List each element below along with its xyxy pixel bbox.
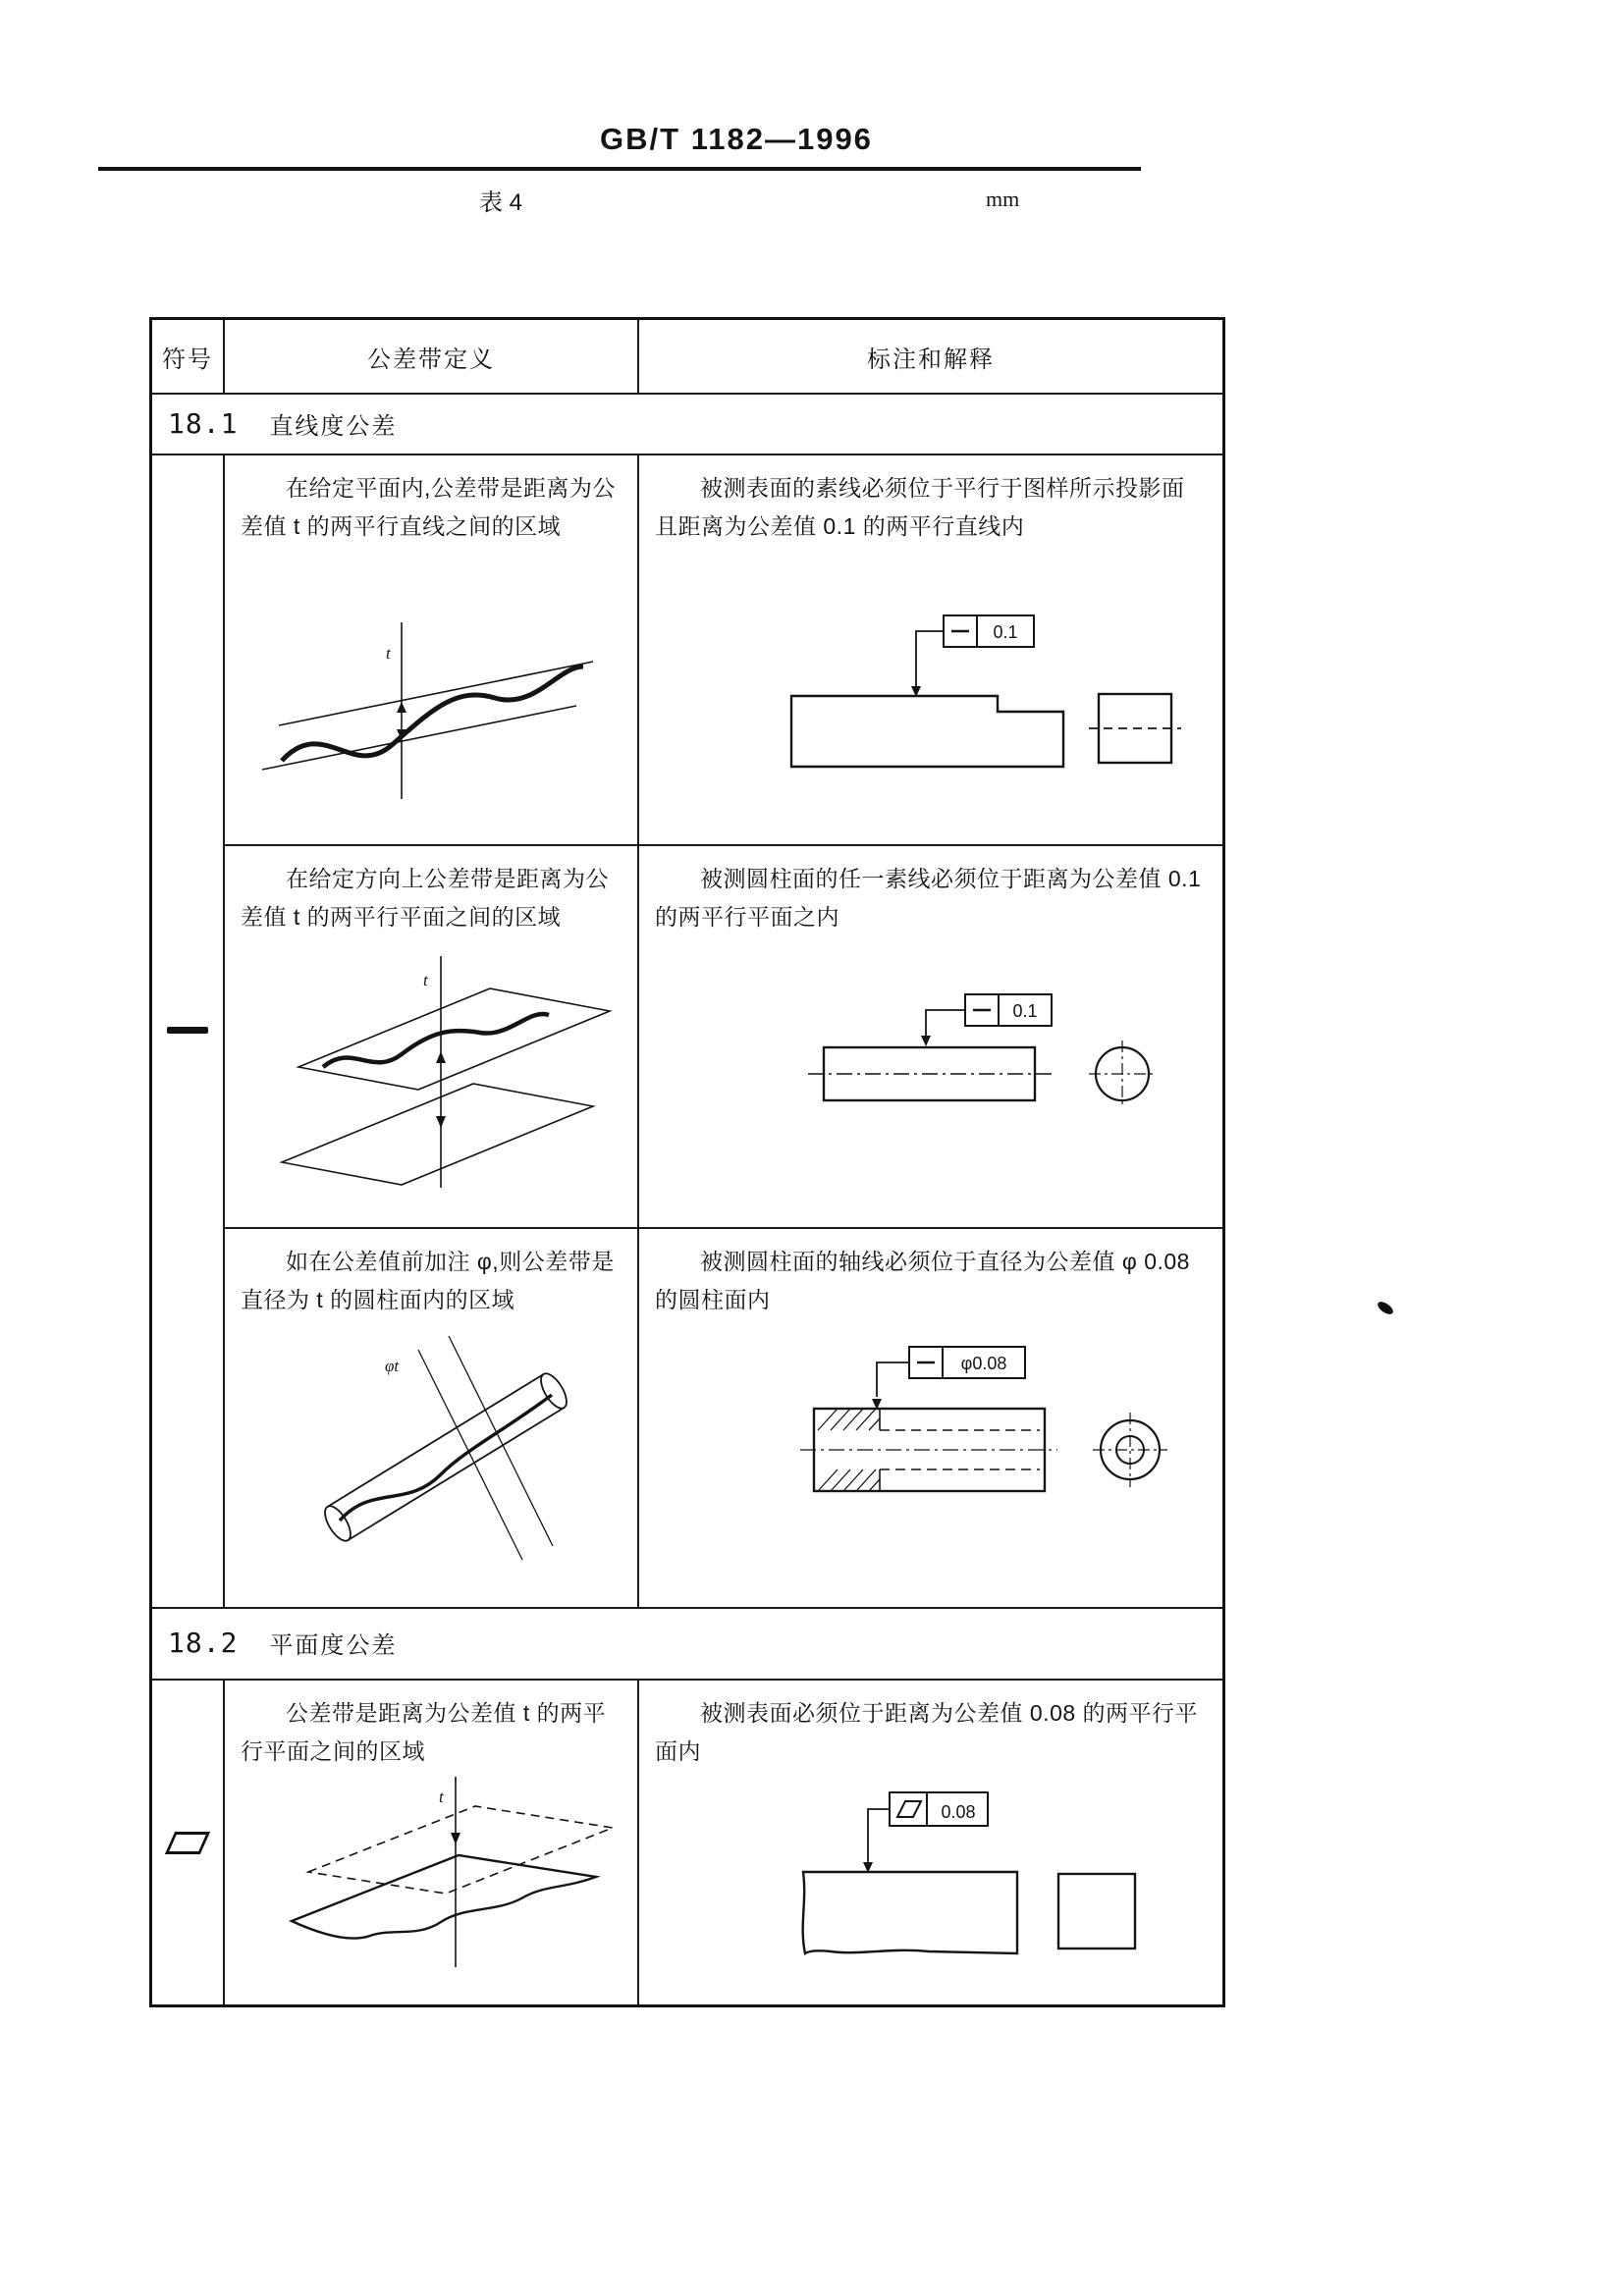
header-interpretation-cell <box>639 320 1222 393</box>
section-clause: 18.1 <box>168 406 239 440</box>
int-cell-row1 <box>639 455 1222 842</box>
flatness-zone-diagram <box>254 1759 647 1985</box>
crosshair-centerlines <box>1093 1413 1167 1487</box>
measured-surface <box>292 1855 596 1939</box>
tolerance-value: φ0.08 <box>960 1354 1007 1373</box>
def-cell-row2 <box>225 846 637 1225</box>
arrowhead <box>436 1116 446 1128</box>
header-definition-label: 公差带定义 <box>367 346 495 373</box>
section-row-flatness <box>152 1609 1222 1677</box>
part-outline <box>791 696 1063 767</box>
leader-line <box>868 1809 890 1865</box>
flatness-symbol-icon <box>897 1801 921 1817</box>
axis-annotation-diagram <box>708 1332 1199 1528</box>
dim-label-phit: φt <box>385 1357 400 1375</box>
hidden-hole-lines <box>880 1430 1040 1469</box>
header-symbol-cell <box>152 320 223 393</box>
section-title: 平面度公差 <box>269 1632 398 1659</box>
dim-label-t: t <box>423 971 428 989</box>
definition-text: 如在公差值前加注 φ,则公差带是直径为 t 的圆柱面内的区域 <box>241 1249 615 1312</box>
cylinder-end <box>536 1369 571 1413</box>
leader-line <box>877 1362 909 1397</box>
cylindrical-zone-diagram <box>269 1312 622 1577</box>
straightness-in-plane-diagram <box>254 568 608 814</box>
section-title: 直线度公差 <box>269 412 398 440</box>
table-caption: 表 4 <box>479 189 523 216</box>
tolerance-value: 0.1 <box>993 622 1018 642</box>
interpretation-text: 被测表面的素线必须位于平行于图样所示投影面且距离为公差值 0.1 的两平行直线内 <box>655 475 1185 539</box>
cylinder-annotation-diagram <box>698 979 1189 1146</box>
side-view <box>1058 1874 1135 1949</box>
dim-label-t: t <box>386 644 391 663</box>
cylinder-sides <box>328 1374 565 1540</box>
arrowhead <box>921 1036 931 1046</box>
dim-label-t: t <box>439 1788 444 1806</box>
upper-plane <box>298 988 610 1090</box>
crosshair-centerlines <box>1089 1041 1156 1107</box>
leader-line <box>926 1010 965 1040</box>
int-cell-row4 <box>639 1681 1222 2004</box>
section-clause: 18.2 <box>168 1627 239 1659</box>
straightness-symbol-icon <box>167 1027 208 1034</box>
definition-text: 在给定方向上公差带是距离为公差值 t 的两平行平面之间的区域 <box>241 866 609 930</box>
crossing-lines <box>418 1336 553 1560</box>
tolerance-value: 0.1 <box>1012 1001 1038 1021</box>
straightness-annotation-diagram <box>698 598 1189 804</box>
arrowhead <box>451 1833 460 1844</box>
header-interpretation-label: 标注和解释 <box>867 346 995 373</box>
int-cell-row2 <box>639 846 1222 1225</box>
flatness-annotation-diagram <box>693 1779 1184 1955</box>
int-cell-row3 <box>639 1229 1222 1605</box>
measured-axis <box>340 1395 552 1521</box>
symbol-cell-straightness <box>152 454 223 1607</box>
interpretation-text: 被测圆柱面的任一素线必须位于距离为公差值 0.1 的两平行平面之内 <box>655 866 1202 930</box>
standard-number: GB/T 1182—1996 <box>600 122 873 156</box>
straightness-in-direction-diagram <box>254 934 627 1200</box>
symbol-cell-flatness <box>152 1681 223 2004</box>
arrowhead <box>397 702 406 713</box>
lower-plane <box>282 1084 593 1185</box>
interpretation-text: 被测圆柱面的轴线必须位于直径为公差值 φ 0.08 的圆柱面内 <box>655 1249 1190 1312</box>
leader-line <box>916 631 944 692</box>
interpretation-text: 被测表面必须位于距离为公差值 0.08 的两平行平面内 <box>655 1700 1199 1764</box>
flatness-symbol-icon <box>165 1832 210 1854</box>
header-symbol-label: 符号 <box>162 346 213 373</box>
def-cell-row4 <box>225 1681 637 2004</box>
tolerance-table <box>149 317 1225 2007</box>
def-cell-row3 <box>225 1229 637 1605</box>
measured-line <box>323 1014 549 1067</box>
tolerance-value: 0.08 <box>941 1802 976 1822</box>
cylinder-end <box>320 1502 355 1545</box>
definition-text: 公差带是距离为公差值 t 的两平行平面之间的区域 <box>241 1700 607 1764</box>
section-row-straightness <box>152 395 1222 452</box>
header-definition-cell <box>225 320 637 393</box>
ink-speck <box>1376 1300 1395 1317</box>
def-cell-row1 <box>225 455 637 842</box>
part-outline <box>803 1872 1017 1953</box>
definition-text: 在给定平面内,公差带是距离为公差值 t 的两平行直线之间的区域 <box>241 475 616 539</box>
upper-plane <box>308 1806 613 1894</box>
header-rule <box>98 167 1141 171</box>
unit-label: mm <box>986 187 1020 211</box>
arrowhead <box>436 1051 446 1063</box>
